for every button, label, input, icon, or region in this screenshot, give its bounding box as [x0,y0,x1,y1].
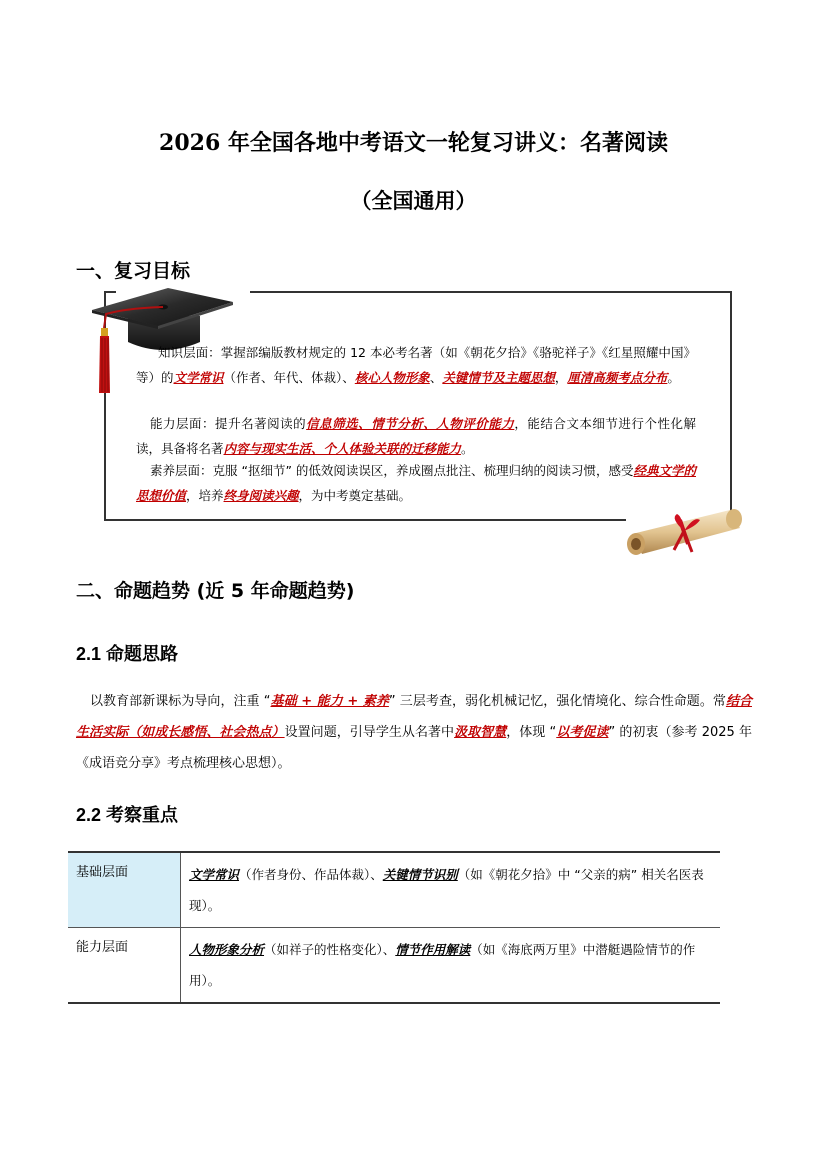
emphasis: 核心人物形象 [354,370,430,385]
literacy-text: 素养层面：克服 “抠细节” 的低效阅读误区，养成圈点批注、梳理归纳的阅读习惯，感受 [150,463,634,478]
emphasis: 文学常识 [173,370,224,385]
emphasis: 终身阅读兴趣 [223,488,299,503]
literacy-text: ，培养 [186,488,224,503]
knowledge-text: ， [554,370,568,385]
emphasis: 以考促读 [556,725,609,740]
emphasis: 经典文学的思想价值 [136,463,696,503]
cell-text: （作者身份、作品体裁）、 [239,867,383,882]
cell-text: （如祥子的性格变化）、 [264,942,396,957]
emphasis: 信息筛选、情节分析、人物评价能力 [306,416,515,431]
emphasis: 汲取智慧 [454,725,507,740]
knowledge-text: （作者、年代、体裁）、 [223,370,355,385]
ability-text: 。 [461,441,474,456]
emphasis: 厘清高频考点分布 [567,370,668,385]
objective-knowledge [136,340,696,390]
row-label: 基础层面 [68,852,181,928]
keyword: 文学常识 [189,867,240,882]
row-content [181,852,721,928]
table-row [68,928,720,1004]
emphasis: 内容与现实生活、个人体验关联的迁移能力 [223,441,462,456]
literacy-text: ，为中考奠定基础。 [298,488,412,503]
cell-text: （如《海底两万里》中潜艇遇险情节的作用）。 [189,942,696,988]
section1-heading: 一、复习目标 [76,260,191,282]
knowledge-text: 。 [667,370,680,385]
proposition-paragraph [76,686,752,779]
section2-heading: 二、命题趋势 (近 5 年命题趋势) [76,580,355,602]
emphasis: 关键情节及主题思想 [442,370,555,385]
ability-text: 能力层面：提升名著阅读的 [150,416,307,431]
focus-table [68,851,720,1004]
paragraph-text: ，体现 “ [506,725,557,740]
row-label: 能力层面 [68,928,181,1004]
paragraph-text: ” 三层考查，弱化机械记忆，强化情境化、综合性命题。常 [388,694,726,709]
cell-text: （如《朝花夕拾》中 “父亲的病” 相关名医表现）。 [189,867,704,913]
document-subtitle: （全国通用） [350,188,477,213]
row-content [181,928,721,1004]
objective-literacy [136,458,696,508]
keyword: 关键情节识别 [382,867,458,882]
paragraph-text: ” 的初衷（参考 2025 年《成语竞分享》考点梳理核心思想）。 [76,725,752,771]
ability-text: ，能结合文本细节进行个性化解读，具备将名著 [136,416,696,456]
emphasis: 基础 + 能力 + 素养 [270,694,389,709]
objective-ability [136,411,696,461]
emphasis: 结合生活实际（如成长感悟、社会热点） [76,694,752,740]
document-title: 2026 年全国各地中考语文一轮复习讲义：名著阅读 [159,130,668,156]
knowledge-text: 知识层面：掌握部编版教材规定的 12 本必考名著（如《朝花夕拾》《骆驼祥子》《红星照耀中国》等）的 [136,345,696,385]
knowledge-text: 、 [429,370,443,385]
paragraph-text: 设置问题，引导学生从名著中 [284,725,455,740]
scroll-icon [622,500,746,562]
keyword: 情节作用解读 [395,942,471,957]
keyword: 人物形象分析 [189,942,265,957]
subsection-heading-2-1: 2.1 命题思路 [76,644,179,664]
paragraph-text: 以教育部新课标为导向，注重 “ [90,694,271,709]
table-row [68,852,720,928]
subsection-heading-2-2: 2.2 考察重点 [76,805,179,825]
